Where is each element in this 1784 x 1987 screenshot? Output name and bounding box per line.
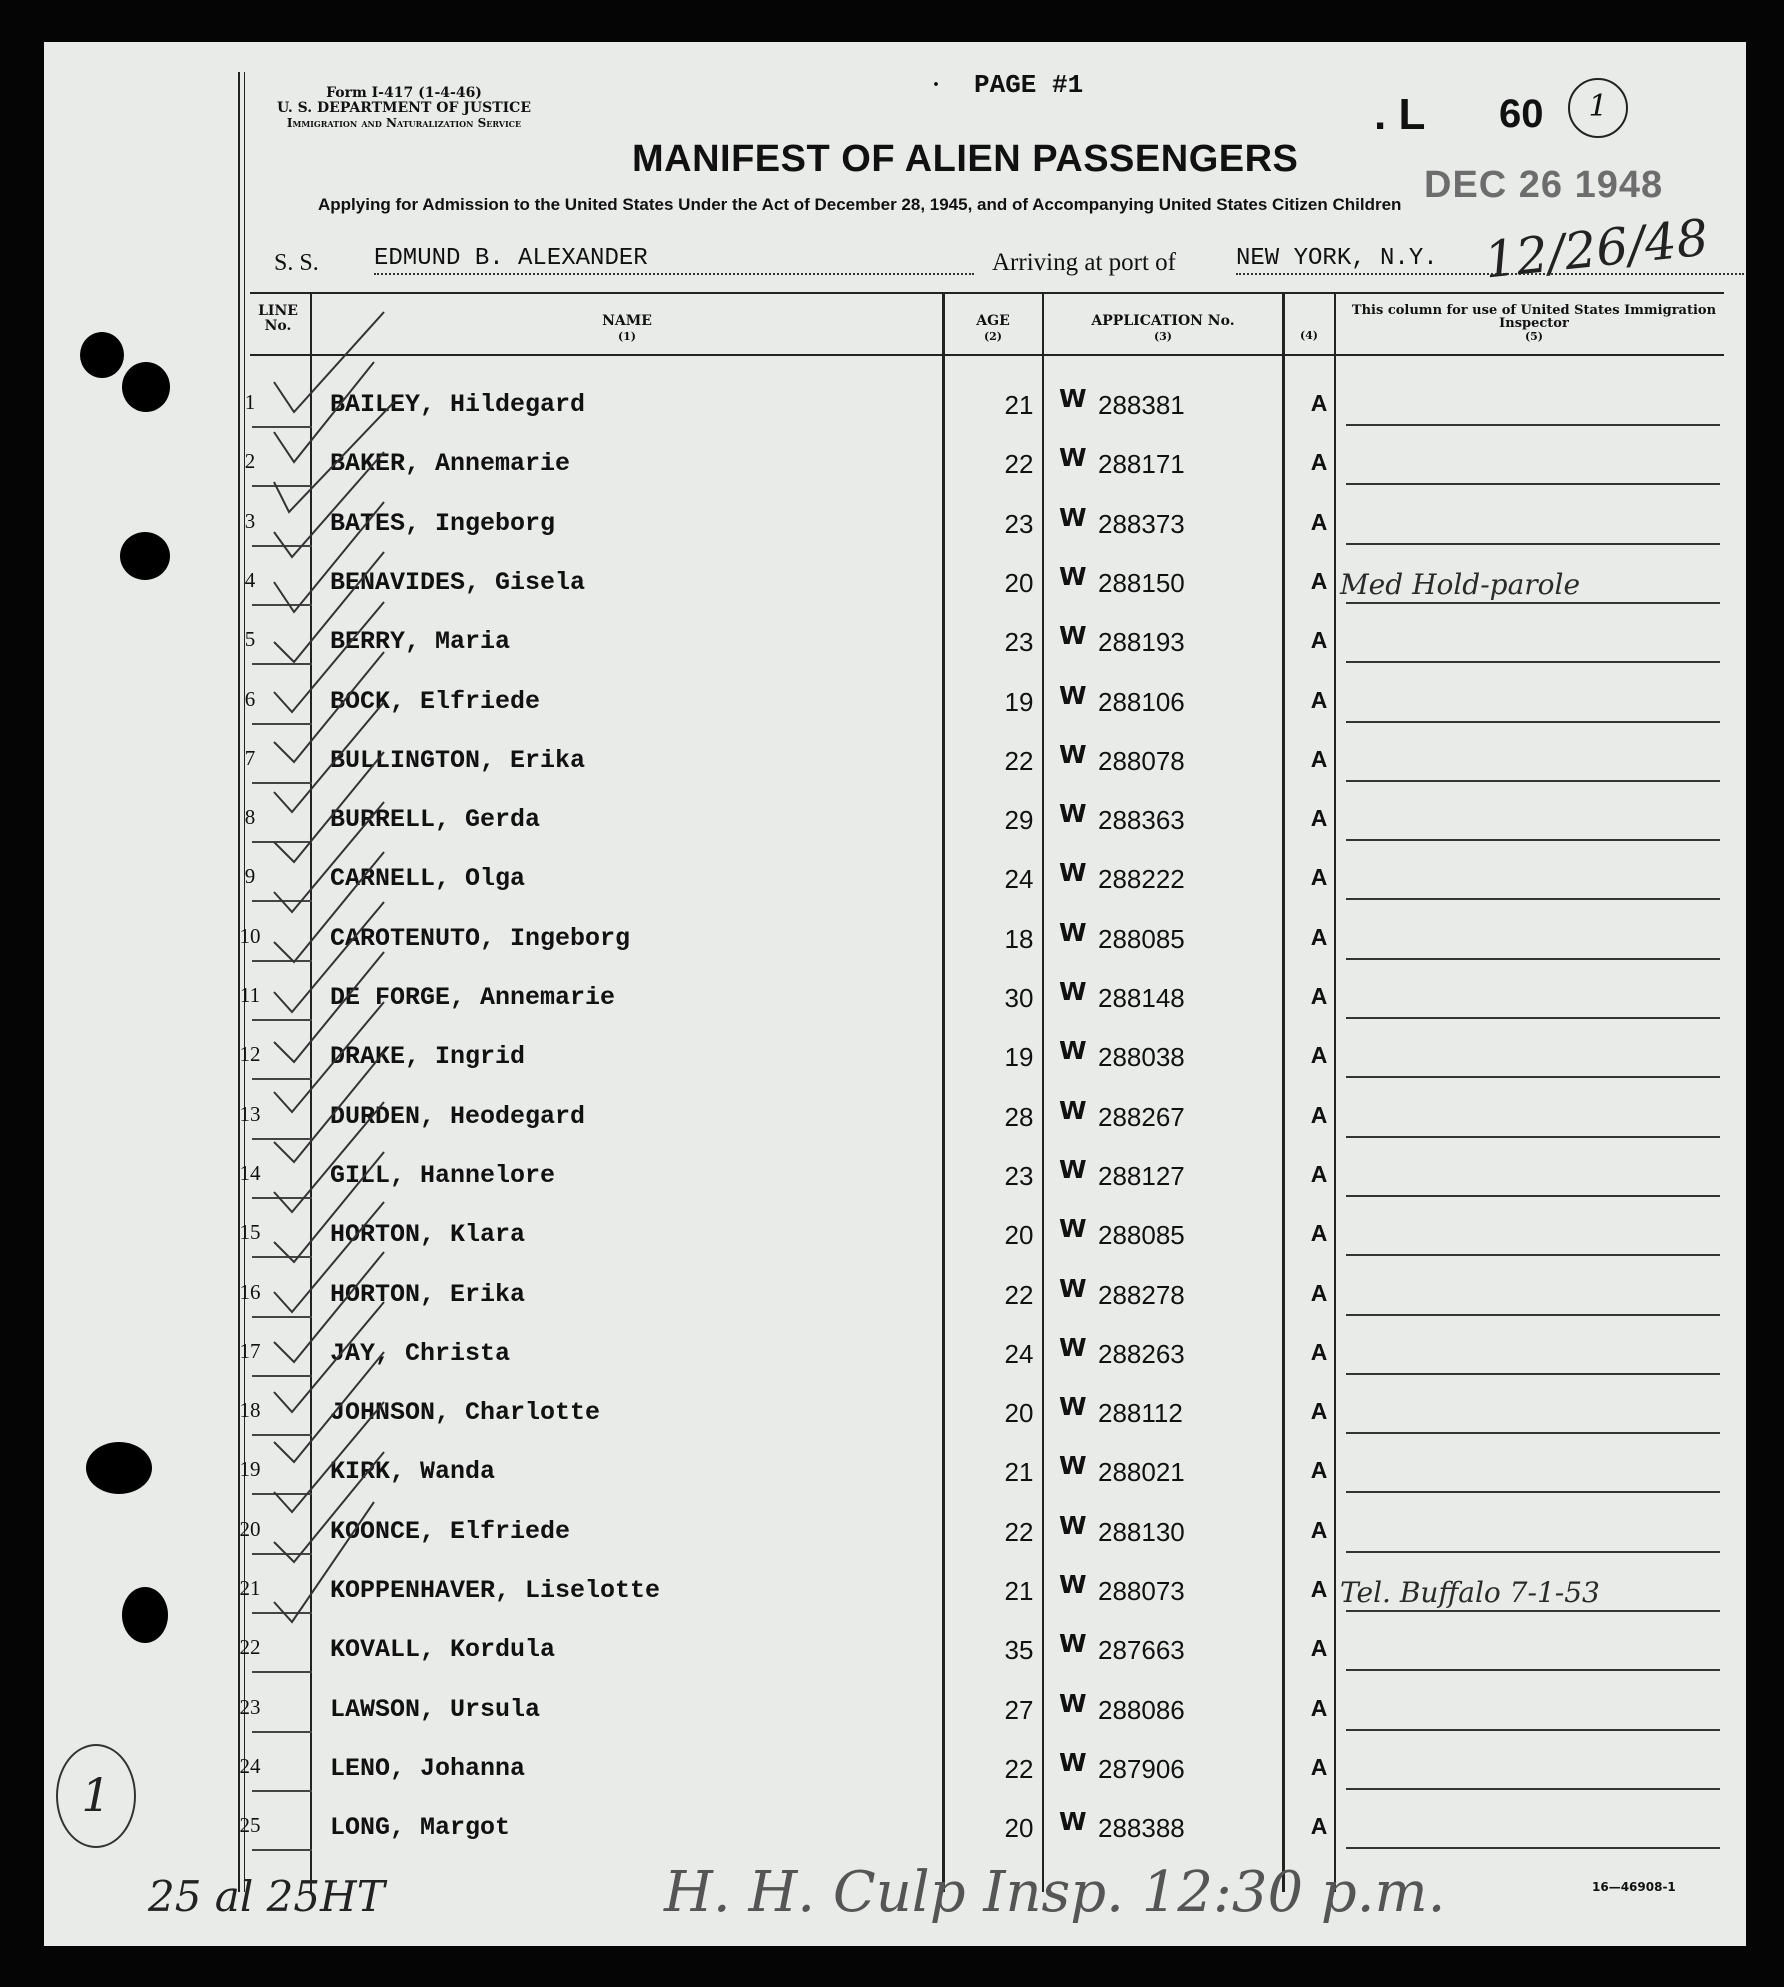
passenger-name: DURDEN, Heodegard xyxy=(330,1102,586,1131)
header-inspector xyxy=(1344,304,1724,343)
header-inspector-label: This column for use of United States Immigration Inspector xyxy=(1351,303,1717,331)
application-number: 288021 xyxy=(1098,1457,1185,1487)
header-code xyxy=(1286,328,1332,343)
header-inspector-num: (5) xyxy=(1524,330,1544,343)
passenger-name: BATES, Ingeborg xyxy=(330,509,556,538)
passenger-name: LENO, Johanna xyxy=(330,1754,526,1783)
inspector-column-rule xyxy=(1346,1729,1720,1731)
passenger-name: BENAVIDES, Gisela xyxy=(330,568,586,597)
application-number: 288150 xyxy=(1098,568,1185,598)
passenger-age: 24 xyxy=(1004,864,1034,894)
application-number: 288263 xyxy=(1098,1339,1185,1369)
status-code: A xyxy=(1310,924,1328,950)
inspector-column-rule xyxy=(1346,424,1720,426)
status-code: A xyxy=(1310,390,1328,416)
document-title: MANIFEST OF ALIEN PASSENGERS xyxy=(632,138,1299,180)
line-number: 9 xyxy=(244,864,256,888)
passenger-name: BAKER, Annemarie xyxy=(330,449,571,478)
status-code: A xyxy=(1310,1161,1328,1187)
corner-number: 60 xyxy=(1499,92,1544,136)
header-age xyxy=(946,314,1040,344)
application-number: 288267 xyxy=(1098,1102,1185,1132)
status-code: A xyxy=(1310,805,1328,831)
header-name-num: (1) xyxy=(617,330,637,343)
application-number: 288363 xyxy=(1098,805,1185,835)
status-code: A xyxy=(1310,1576,1328,1602)
inspector-column-rule xyxy=(1346,1017,1720,1019)
passenger-name: DE FORGE, Annemarie xyxy=(330,983,616,1012)
application-number: 288073 xyxy=(1098,1576,1185,1606)
passenger-name: BOCK, Elfriede xyxy=(330,687,541,716)
status-code: A xyxy=(1310,864,1328,890)
passenger-age: 22 xyxy=(1004,449,1034,479)
application-number: 288373 xyxy=(1098,509,1185,539)
document-subtitle: Applying for Admission to the United States Under the Act of December 28, 1945, and of Accompanying United States Citizen Children xyxy=(318,195,1402,214)
application-number: 288193 xyxy=(1098,627,1185,657)
application-prefix: W xyxy=(1059,681,1087,710)
line-number: 19 xyxy=(239,1457,261,1481)
header-name-label: NAME xyxy=(602,313,652,329)
service-name: Immigration and Naturalization Service xyxy=(286,116,522,130)
status-code: A xyxy=(1310,1695,1328,1721)
line-number: 12 xyxy=(239,1042,261,1066)
inspector-column-rule xyxy=(1346,780,1720,782)
inspector-column-rule xyxy=(1346,1136,1720,1138)
application-number: 288222 xyxy=(1098,864,1185,894)
inspector-column-rule xyxy=(1346,1373,1720,1375)
inspector-column-rule xyxy=(1346,1432,1720,1434)
passenger-name: GILL, Hannelore xyxy=(330,1161,556,1190)
passenger-age: 22 xyxy=(1004,1754,1034,1784)
status-code: A xyxy=(1310,1813,1328,1839)
line-number: 24 xyxy=(239,1754,261,1778)
line-number: 2 xyxy=(244,449,256,473)
inspector-column-rule xyxy=(1346,1847,1720,1849)
form-number: Form I-417 (1-4-46) xyxy=(326,85,482,101)
passenger-age: 23 xyxy=(1004,509,1034,539)
department-name: U. S. DEPARTMENT OF JUSTICE xyxy=(276,100,531,116)
corner-mark: . L xyxy=(1374,90,1426,139)
status-code: A xyxy=(1310,1280,1328,1306)
check-mark xyxy=(274,402,394,512)
check-mark xyxy=(274,502,384,612)
inspector-column-rule xyxy=(1346,839,1720,841)
passenger-age: 30 xyxy=(1004,983,1034,1013)
line-number: 18 xyxy=(239,1398,261,1422)
application-prefix: W xyxy=(1059,1570,1087,1599)
status-code: A xyxy=(1310,1517,1328,1543)
status-code: A xyxy=(1310,983,1328,1009)
application-number: 288106 xyxy=(1098,687,1185,717)
passenger-name: LAWSON, Ursula xyxy=(330,1695,541,1724)
port-label: Arriving at port of xyxy=(992,249,1176,276)
header-line-no: LINE No. xyxy=(258,303,298,334)
passenger-age: 23 xyxy=(1004,1161,1034,1191)
inspector-column-rule xyxy=(1346,543,1720,545)
inspector-column-rule xyxy=(1346,721,1720,723)
application-number: 288078 xyxy=(1098,746,1185,776)
application-prefix: W xyxy=(1059,621,1087,650)
application-number: 287663 xyxy=(1098,1635,1185,1665)
handwritten-arrival-date: 12/26/48 xyxy=(1481,208,1711,290)
application-prefix: W xyxy=(1059,740,1087,769)
ship-name: EDMUND B. ALEXANDER xyxy=(374,245,648,272)
inspector-column-rule xyxy=(1346,898,1720,900)
passenger-age: 20 xyxy=(1004,1220,1034,1250)
inspector-column-rule xyxy=(1346,483,1720,485)
application-number: 288381 xyxy=(1098,390,1185,420)
application-prefix: W xyxy=(1059,1511,1087,1540)
inspector-column-rule xyxy=(1346,1254,1720,1256)
passenger-age: 21 xyxy=(1004,1457,1034,1487)
manifest-sheet xyxy=(44,42,1746,1946)
punch-hole xyxy=(120,532,170,580)
line-number: 7 xyxy=(244,746,256,770)
application-prefix: W xyxy=(1059,918,1087,947)
application-prefix: W xyxy=(1059,977,1087,1006)
line-number: 13 xyxy=(239,1102,261,1126)
passenger-name: LONG, Margot xyxy=(330,1813,511,1842)
passenger-age: 20 xyxy=(1004,568,1034,598)
punch-hole xyxy=(86,1442,152,1494)
passenger-age: 35 xyxy=(1004,1635,1034,1665)
application-prefix: W xyxy=(1059,1689,1087,1718)
page-number: PAGE #1 xyxy=(974,70,1084,100)
line-number: 3 xyxy=(244,509,256,533)
page-dot: · xyxy=(932,72,941,98)
header-application xyxy=(1046,314,1280,344)
check-mark xyxy=(274,1502,374,1622)
line-number: 22 xyxy=(239,1635,261,1659)
application-prefix: W xyxy=(1059,1629,1087,1658)
ship-underline xyxy=(374,273,974,275)
passenger-age: 23 xyxy=(1004,627,1034,657)
inspector-column-rule xyxy=(1346,1551,1720,1553)
passenger-name: CARNELL, Olga xyxy=(330,864,526,893)
passenger-name: BERRY, Maria xyxy=(330,627,511,656)
line-number: 25 xyxy=(239,1813,261,1837)
application-prefix: W xyxy=(1059,1096,1087,1125)
status-code: A xyxy=(1310,509,1328,535)
application-number: 288085 xyxy=(1098,924,1185,954)
check-mark xyxy=(274,362,374,462)
application-prefix: W xyxy=(1059,1451,1087,1480)
line-number: 1 xyxy=(244,390,256,414)
passenger-age: 24 xyxy=(1004,1339,1034,1369)
application-prefix: W xyxy=(1059,1036,1087,1065)
left-margin-rule xyxy=(238,72,240,1892)
line-number: 14 xyxy=(239,1161,261,1185)
application-number: 288038 xyxy=(1098,1042,1185,1072)
passenger-name: KOVALL, Kordula xyxy=(330,1635,556,1664)
status-code: A xyxy=(1310,1754,1328,1780)
application-prefix: W xyxy=(1059,858,1087,887)
passenger-age: 19 xyxy=(1004,1042,1034,1072)
status-code: A xyxy=(1310,1398,1328,1424)
application-number: 288112 xyxy=(1098,1398,1183,1428)
passenger-age: 29 xyxy=(1004,805,1034,835)
passenger-age: 18 xyxy=(1004,924,1034,954)
application-prefix: W xyxy=(1059,562,1087,591)
inspector-note: Tel. Buffalo 7-1-53 xyxy=(1340,1576,1600,1609)
application-prefix: W xyxy=(1059,1274,1087,1303)
inspector-signature: H. H. Culp Insp. 12:30 p.m. xyxy=(664,1860,1446,1925)
application-number: 288085 xyxy=(1098,1220,1185,1250)
check-mark xyxy=(274,452,384,557)
inspector-column-rule xyxy=(1346,1669,1720,1671)
application-prefix: W xyxy=(1059,1155,1087,1184)
status-code: A xyxy=(1310,627,1328,653)
status-code: A xyxy=(1310,1635,1328,1661)
line-number: 10 xyxy=(239,924,261,948)
line-number: 11 xyxy=(239,983,261,1007)
passenger-name: KOONCE, Elfriede xyxy=(330,1517,571,1546)
passenger-age: 20 xyxy=(1004,1398,1034,1428)
passenger-name: BURRELL, Gerda xyxy=(330,805,541,834)
application-number: 288127 xyxy=(1098,1161,1185,1191)
application-prefix: W xyxy=(1059,799,1087,828)
line-number: 15 xyxy=(239,1220,261,1244)
passenger-name: JAY, Christa xyxy=(330,1339,511,1368)
line-number: 17 xyxy=(239,1339,261,1363)
passenger-name: CAROTENUTO, Ingeborg xyxy=(330,924,631,953)
passenger-age: 19 xyxy=(1004,687,1034,717)
date-stamp: DEC 26 1948 xyxy=(1424,164,1664,206)
inspector-column-rule xyxy=(1346,958,1720,960)
inspector-note: Med Hold-parole xyxy=(1340,568,1581,601)
status-code: A xyxy=(1310,1339,1328,1365)
passenger-name: DRAKE, Ingrid xyxy=(330,1042,526,1071)
application-prefix: W xyxy=(1059,1748,1087,1777)
passenger-age: 22 xyxy=(1004,746,1034,776)
passenger-age: 21 xyxy=(1004,1576,1034,1606)
status-code: A xyxy=(1310,449,1328,475)
passenger-name: HORTON, Klara xyxy=(330,1220,526,1249)
passenger-age: 22 xyxy=(1004,1280,1034,1310)
passenger-name: HORTON, Erika xyxy=(330,1280,526,1309)
inspector-column-rule xyxy=(1346,1314,1720,1316)
punch-hole xyxy=(122,1587,168,1643)
line-number: 6 xyxy=(244,687,256,711)
passenger-age: 27 xyxy=(1004,1695,1034,1725)
inspector-column-rule xyxy=(1346,661,1720,663)
punch-hole xyxy=(80,332,124,378)
application-number: 287906 xyxy=(1098,1754,1185,1784)
inspector-column-rule xyxy=(1346,1610,1720,1612)
check-mark xyxy=(274,312,384,412)
header-code-num: (4) xyxy=(1299,329,1319,342)
line-number: 8 xyxy=(244,805,256,829)
application-prefix: W xyxy=(1059,443,1087,472)
form-code: 16—46908-1 xyxy=(1592,1880,1676,1894)
line-number: 20 xyxy=(239,1517,261,1541)
application-number: 288148 xyxy=(1098,983,1185,1013)
status-code: A xyxy=(1310,1220,1328,1246)
passenger-name: JOHNSON, Charlotte xyxy=(330,1398,601,1427)
passenger-name: BULLINGTON, Erika xyxy=(330,746,586,775)
inspector-column-rule xyxy=(1346,1788,1720,1790)
status-code: A xyxy=(1310,1457,1328,1483)
passenger-age: 28 xyxy=(1004,1102,1034,1132)
application-prefix: W xyxy=(1059,1807,1087,1836)
status-code: A xyxy=(1310,1042,1328,1068)
check-marks xyxy=(244,282,484,1902)
application-prefix: W xyxy=(1059,1333,1087,1362)
application-prefix: W xyxy=(1059,1214,1087,1243)
inspector-column-rule xyxy=(1346,1195,1720,1197)
application-number: 288171 xyxy=(1098,449,1185,479)
passenger-name: BAILEY, Hildegard xyxy=(330,390,586,419)
line-number: 5 xyxy=(244,627,256,651)
status-code: A xyxy=(1310,1102,1328,1128)
header-application-label: APPLICATION No. xyxy=(1091,313,1235,329)
inspector-column-rule xyxy=(1346,1491,1720,1493)
passenger-name: KIRK, Wanda xyxy=(330,1457,496,1486)
passenger-age: 21 xyxy=(1004,390,1034,420)
inspector-column-rule xyxy=(1346,1076,1720,1078)
status-code: A xyxy=(1310,746,1328,772)
status-code: A xyxy=(1310,568,1328,594)
application-prefix: W xyxy=(1059,1392,1087,1421)
header-application-num: (3) xyxy=(1153,330,1173,343)
port-name: NEW YORK, N.Y. xyxy=(1236,245,1438,272)
passenger-age: 22 xyxy=(1004,1517,1034,1547)
inspector-column-rule xyxy=(1346,602,1720,604)
line-number: 21 xyxy=(239,1576,261,1600)
application-number: 288086 xyxy=(1098,1695,1185,1725)
passenger-name: KOPPENHAVER, Liselotte xyxy=(330,1576,661,1605)
application-number: 288278 xyxy=(1098,1280,1185,1310)
header-age-num: (2) xyxy=(983,330,1003,343)
header-age-label: AGE xyxy=(976,313,1010,329)
line-number: 16 xyxy=(239,1280,261,1304)
corner-circled-number: 1 xyxy=(1568,78,1628,138)
status-code: A xyxy=(1310,687,1328,713)
ship-label: S. S. xyxy=(274,250,319,276)
tally-note: 25 al 25HT xyxy=(148,1872,385,1921)
line-number: 23 xyxy=(239,1695,261,1719)
passenger-age: 20 xyxy=(1004,1813,1034,1843)
application-prefix: W xyxy=(1059,384,1087,413)
application-number: 288388 xyxy=(1098,1813,1185,1843)
margin-circled-number: 1 xyxy=(56,1744,136,1848)
line-number: 4 xyxy=(244,568,256,592)
application-prefix: W xyxy=(1059,503,1087,532)
form-identification xyxy=(244,86,564,131)
application-number: 288130 xyxy=(1098,1517,1185,1547)
punch-hole xyxy=(122,362,170,412)
